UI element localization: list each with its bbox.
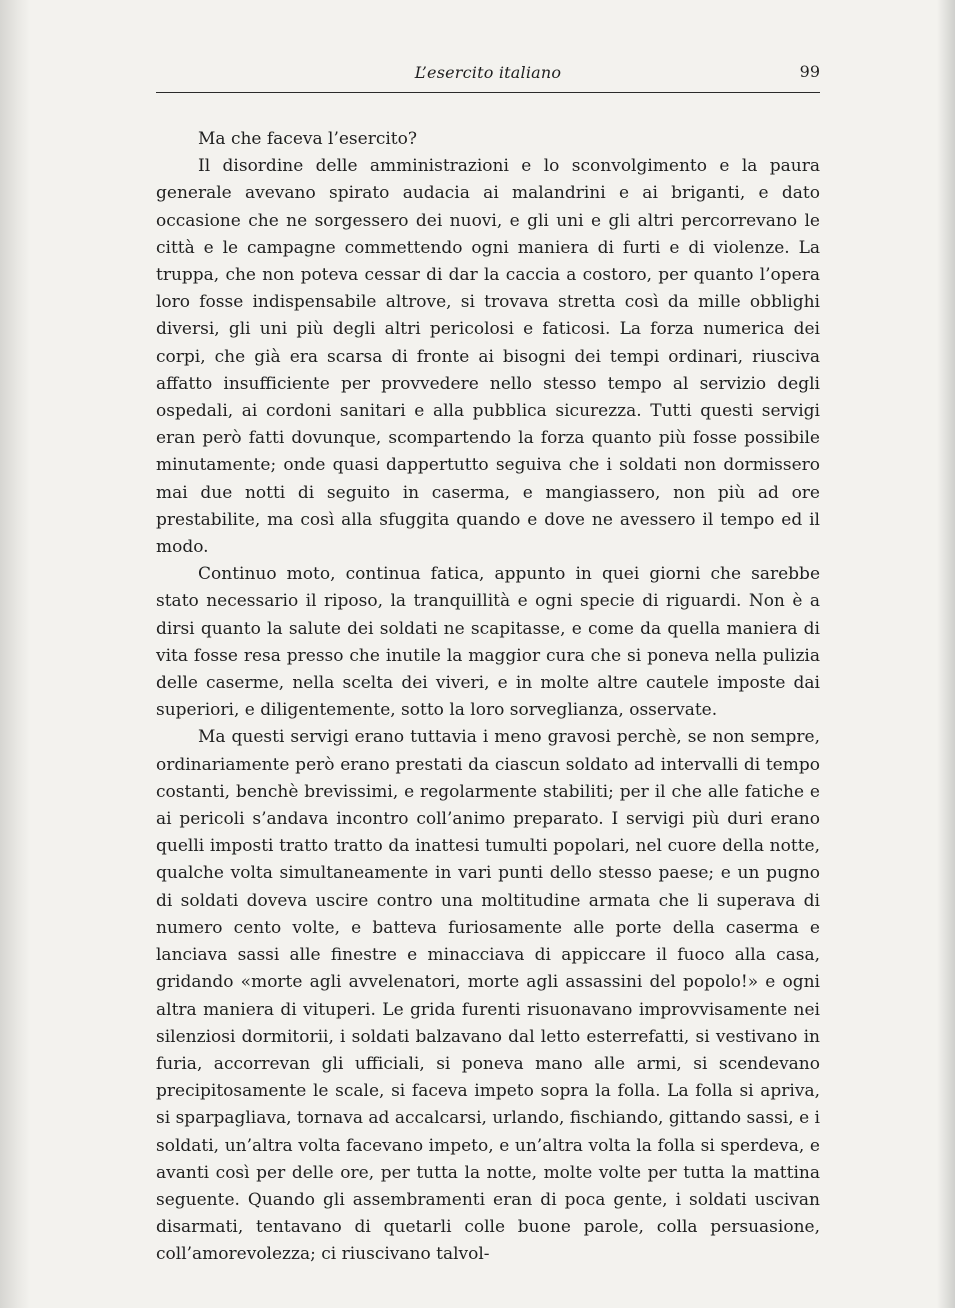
- page-edge-shadow: [937, 0, 955, 1308]
- running-title: L’esercito italiano: [414, 63, 562, 82]
- binding-shadow: [0, 0, 30, 1308]
- paragraph: Ma che faceva l’esercito?: [198, 129, 417, 149]
- paragraph: Ma questi servigi erano tuttavia i meno gravosi perchè, se non sempre, ordinariamente però erano prestati da ciascun soldato ad intervalli di tempo costanti, benchè brevissimi, e regolarmente stabiliti; per il che alle fatiche e ai pericoli s’andava incontro coll’animo preparato. I servigi più duri erano quelli imposti tratto tratto da inattesi tumulti popolari, nel cuore della notte, qualche volta simultaneamente in vari punti dello stesso paese; e un pugno di soldati doveva uscire contro una moltitudine armata che li superava di numero cento volte, e batteva furiosamente alle porte della caserma e lanciava sassi alle finestre e minacciava di appiccare il fuoco alla casa, gridando «morte agli avvelenatori, morte agli assassini del popolo!» e ogni altra maniera di vituperi. Le grida furenti risuonavano improvvisamente nei silenziosi dormitorii, i soldati balzavano dal letto esterrefatti, si vestivano in furia, accorrevan gli ufficiali, si poneva mano alle armi, si scendevano precipitosamente le scale, si faceva impeto sopra la folla. La folla si apriva, si sparpagliava, tornava ad accalcarsi, urlando, fischiando, gittando sassi, e i soldati, un’altra volta facevano impeto, e un’altra volta la folla si sperdeva, e avanti così per delle ore, per tutta la notte, molte volte per tutta la mattina seguente. Quando gli assembramenti eran di poca gente, i soldati uscivan disarmati, tentavano di quetarli colle buone parole, colla persuasione, coll’amorevolezza; ci riuscivano talvol-: [156, 727, 820, 1265]
- paragraph: Continuo moto, continua fatica, appunto in quei giorni che sarebbe stato necessario il riposo, la tranquillità e ogni specie di riguardi. Non è a dirsi quanto la salute dei soldati ne scapitasse, e come da quella maniera di vita fosse resa presso che inutile la maggior cura che si poneva nella pulizia delle caserme, nella scelta dei viveri, e in molte altre cautele imposte dai superiori, e diligentemente, sotto la loro sorveglianza, osservate.: [156, 564, 820, 721]
- page-number: 99: [799, 62, 820, 81]
- paragraph: Il disordine delle amministrazioni e lo sconvolgimento e la paura generale avevano spirato audacia ai malandrini e ai briganti, e dato occasione che ne sorgessero dei nuovi, e gli uni e gli altri percorrevano le città e le campagne commettendo ogni maniera di furti e di violenze. La truppa, che non poteva cessar di dar la caccia a costoro, per quanto l’opera loro fosse indispensabile altrove, si trovava stretta così da mille obblighi diversi, gli uni più degli altri pericolosi e faticosi. La forza numerica dei corpi, che già era scarsa di fronte ai bisogni dei tempi ordinari, riusciva affatto insufficiente per provvedere nello stesso tempo al servizio degli ospedali, ai cordoni sanitari e alla pubblica sicurezza. Tutti questi servigi eran però fatti dovunque, scompartendo la forza quanto più fosse possibile minutamente; onde quasi dappertutto seguiva che i soldati non dormissero mai due notti di seguito in caserma, e mangiassero, non più ad ore prestabilite, ma così alla sfuggita quando e dove ne avessero il tempo ed il modo.: [156, 156, 820, 558]
- body-text: [156, 126, 820, 1269]
- running-header: [156, 56, 820, 93]
